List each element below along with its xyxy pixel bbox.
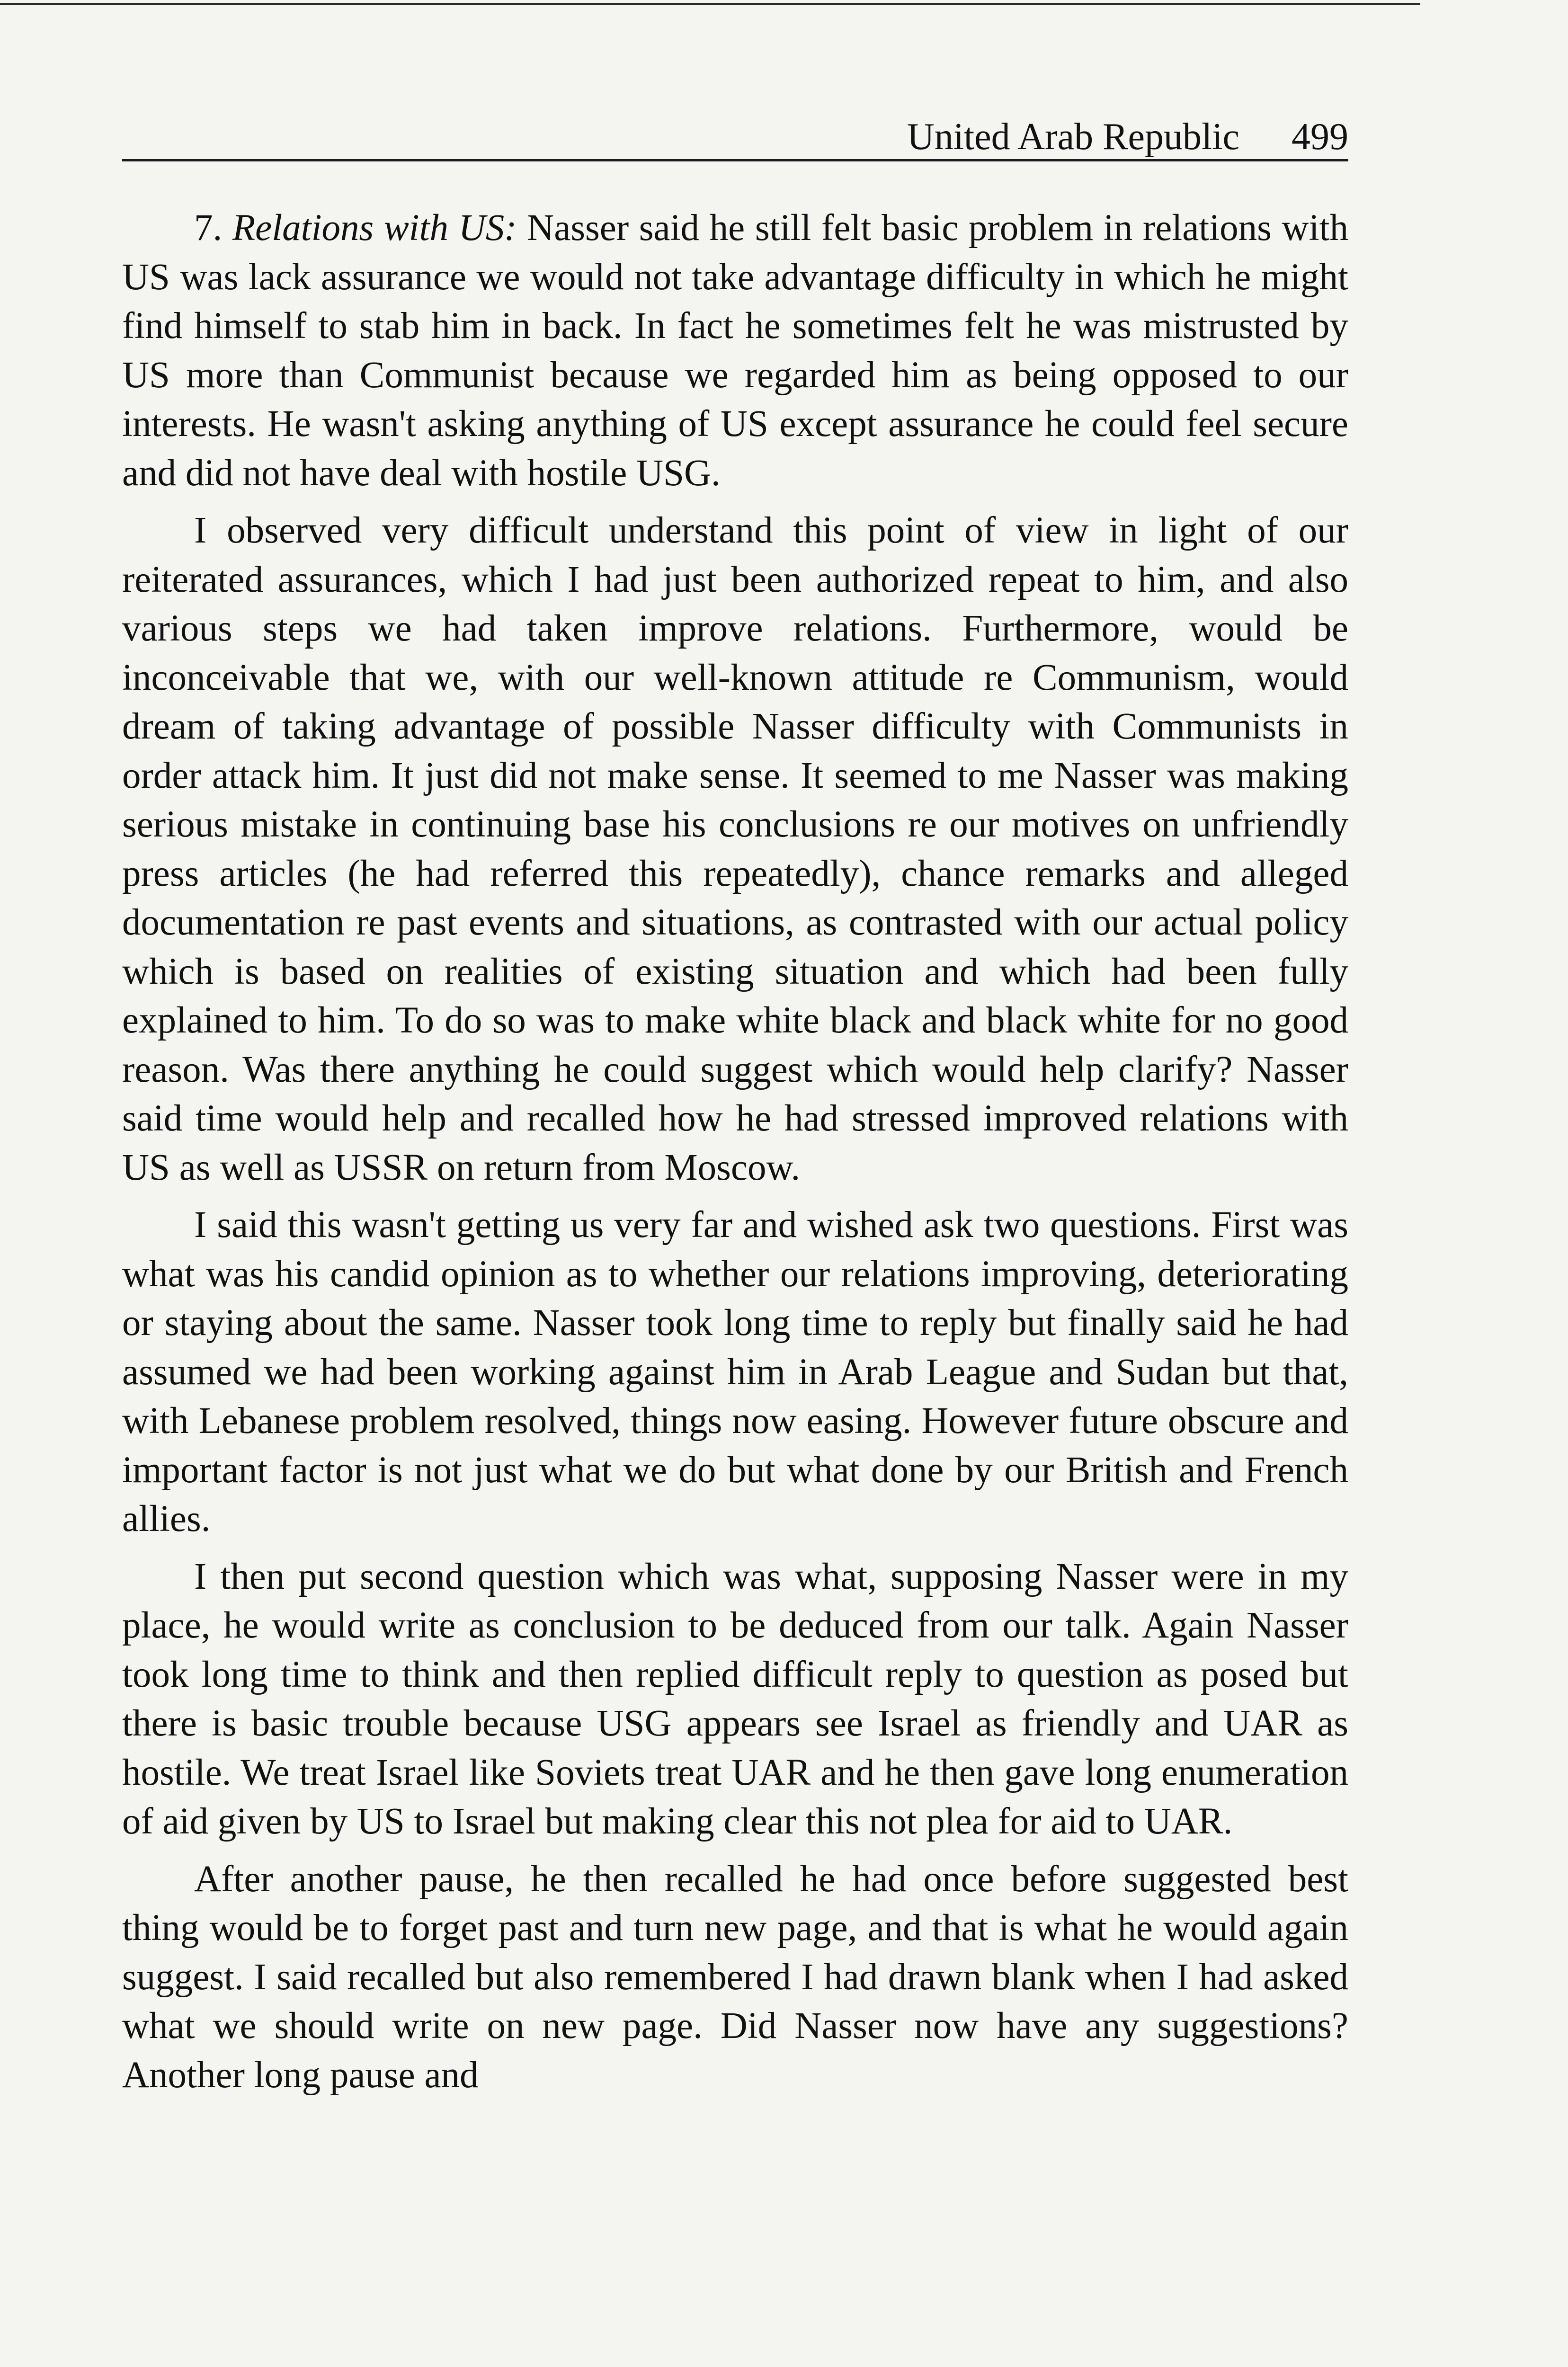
paragraph: I observed very difficult understand this point of view in light of our reiterated assurances, which I had just been authorized repeat to him, and also various steps we had taken improve relations. Furthermore, would be inconceivable that we, with our well-known attitude re Communism, would dream of taking advantage of possible Nasser difficulty with Communists in order attack him. It just did not make sense. It seemed to me Nasser was making serious mistake in continuing base his conclusions re our motives on unfriendly press articles (he had referred this repeatedly), chance remarks and alleged documentation re past events and situations, as contrasted with our actual policy which is based on realities of existing situation and which had been fully explained to him. To do so was to make white black and black white for no good reason. Was there anything he could suggest which would help clarify? Nasser said time would help and recalled how he had stressed improved relations with US as well as USSR on return from Moscow. xyxy=(122,510,1348,1188)
section-number: 7. xyxy=(194,207,223,249)
section-heading: Relations with US: xyxy=(232,207,517,249)
paragraph: I then put second question which was what, supposing Nasser were in my place, he would write as conclusion to be deduced from our talk. Again Nasser took long time to think and then replied difficult reply to question as posed but there is basic trouble because USG appears see Israel as friendly and UAR as hostile. We treat Israel like Soviets treat UAR and he then gave long enumeration of aid given by US to Israel but making clear this not plea for aid to UAR. xyxy=(122,1556,1348,1842)
page-body xyxy=(122,204,1348,2108)
page-number: 499 xyxy=(1292,116,1348,158)
paragraph: I said this wasn't getting us very far and wished ask two questions. First was what was his candid opinion as to whether our relations improving, deteriorating or staying about the same. Nasser took long time to reply but finally said he had assumed we had been working against him in Arab League and Sudan but that, with Lebanese problem resolved, things now easing. However future obscure and important factor is not just what we do but what done by our British and French allies. xyxy=(122,1204,1348,1539)
running-title: United Arab Republic xyxy=(907,116,1239,158)
paragraph: After another pause, he then recalled he had once before suggested best thing would be to forget past and turn new page, and that is what he would again suggest. I said recalled but also remembered I had drawn blank when I had asked what we should write on new page. Did Nasser now have any suggestions? Another long pause and xyxy=(122,1858,1348,2096)
top-scan-edge xyxy=(0,3,1420,5)
paragraph-text: Nasser said he still felt basic problem in relations with US was lack assurance we would not take advantage difficulty in which he might find himself to stab him in back. In fact he sometimes felt he was mistrusted by US more than Communist because we regarded him as being opposed to our interests. He wasn't asking anything of US except assurance he could feel secure and did not have deal with hostile USG. xyxy=(122,207,1349,494)
running-header xyxy=(122,112,1348,161)
paragraph-relations-with-us xyxy=(122,204,1348,498)
